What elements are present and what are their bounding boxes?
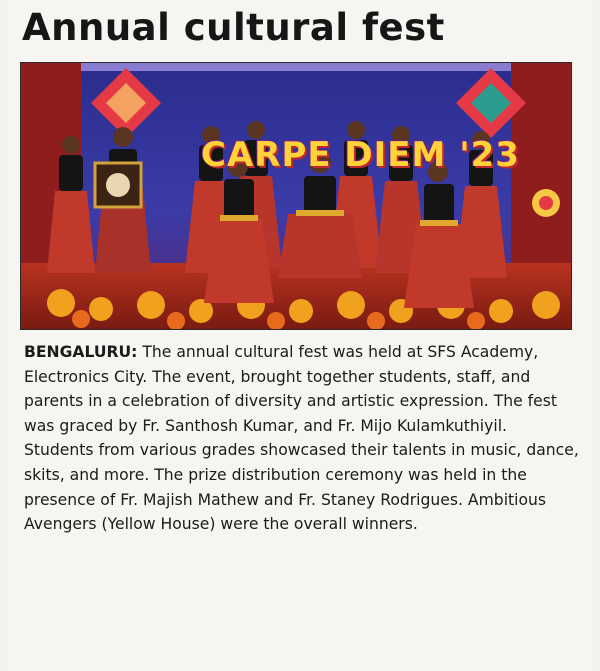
stage-banner-text: CARPE DIEM '23 [201, 135, 520, 175]
dance-performance-illustration [21, 63, 571, 329]
article-photo [20, 62, 572, 330]
article-headline: Annual cultural fest [22, 6, 445, 49]
article-body-text: The annual cultural fest was held at SFS Academy, Electronics City. The event, brought together students, staff, and parents in a celebration of diversity and artistic expression. The fest was graced by Fr. Santhosh Kumar, and Fr. Mijo Kulamkuthiyil. Students from various grades showcased their talents in music, dance, skits, and more. The prize distribution ceremony was held in the presence of Fr. Majish Mathew and Fr. Staney Rodrigues. Ambitious Avengers (Yellow House) were the overall winners. [24, 343, 579, 534]
article-body [24, 340, 580, 537]
article-dateline: BENGALURU: [24, 343, 138, 361]
